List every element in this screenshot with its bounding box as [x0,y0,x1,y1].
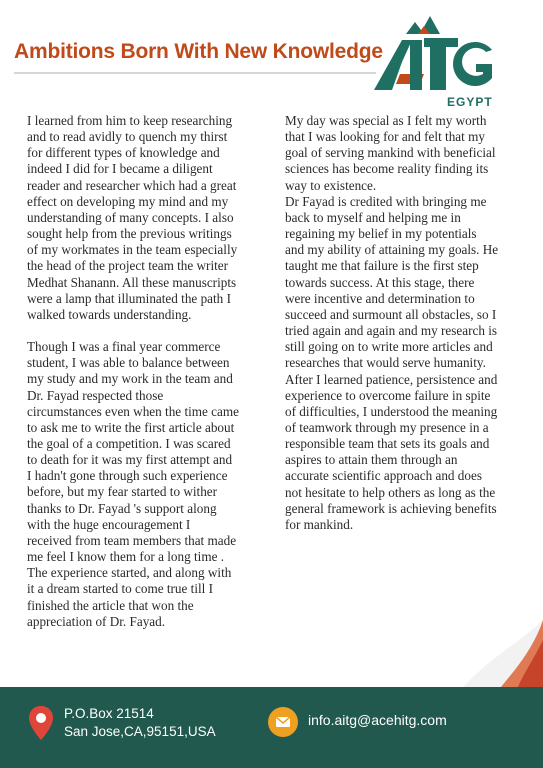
mail-button[interactable] [268,707,298,737]
location-pin-icon [28,705,54,741]
paragraph: Though I was a final year commerce student, I was able to balance between my study and my work in the team and Dr. Fayad respected those circumstances even when the time came to ask me to write the first article about the goal of a competition. I was scared to death for it was my first attempt and I hadn't gone through such experience before, but my fear started to wither thanks to Dr. Fayad 's support along with the huge encouragement I received from team members that made me feel I know them for a long time . The experience started, and along with it a dream started to come true till I finished the article that won the appreciation of Dr. Fayad. [27,339,240,629]
paragraph: I learned from him to keep researching and to read avidly to quench my thirst for different types of knowledge and indeed I did for I became a diligent reader and researcher which had a great effect on developing my mind and my understanding of many concepts. I also sought help from the previous writings of my workmates in the team especially the head of the project team the writer Medhat Shanann. All these manuscripts were a lamp that illuminated the path I walked towards understanding. [27,113,238,322]
address-line-1: P.O.Box 21514 [64,706,154,721]
email-link[interactable]: info.aitg@acehitg.com [308,712,447,728]
mail-icon [268,707,298,737]
paragraph: My day was special as I felt my worth that I was looking for and felt that my goal of serving mankind with beneficial sciences has become reality finding its way to existence. Dr Fayad is credited with bringing me back to myself and helping me in regaining my belief in my potentials and my ability of attaining my goals. He taught me that failure is the first step towards success. At this stage, there were incentive and determination to succeed and surmount all obstacles, so I tried again and again and my research is still going on to write more articles and researches that would serve humanity. After I learned patience, persistence and experience to overcome failure in spite of difficulties, I understood the meaning of teamwork through my presence in a responsible team that sets its goals and aspires to attain them through an accurate scientific approach and does not hesitate to help others as long as the general framework is achieving benefits for mankind. [285,113,499,532]
title-divider [14,72,376,74]
right-column [285,113,538,533]
footer-address [64,705,216,741]
address-line-2: San Jose,CA,95151,USA [64,724,216,739]
page-title: Ambitions Born With New Knowledge [14,40,383,63]
left-column [27,113,272,630]
logo-subtext: EGYPT [447,95,493,109]
page-curl-decoration [463,620,543,687]
